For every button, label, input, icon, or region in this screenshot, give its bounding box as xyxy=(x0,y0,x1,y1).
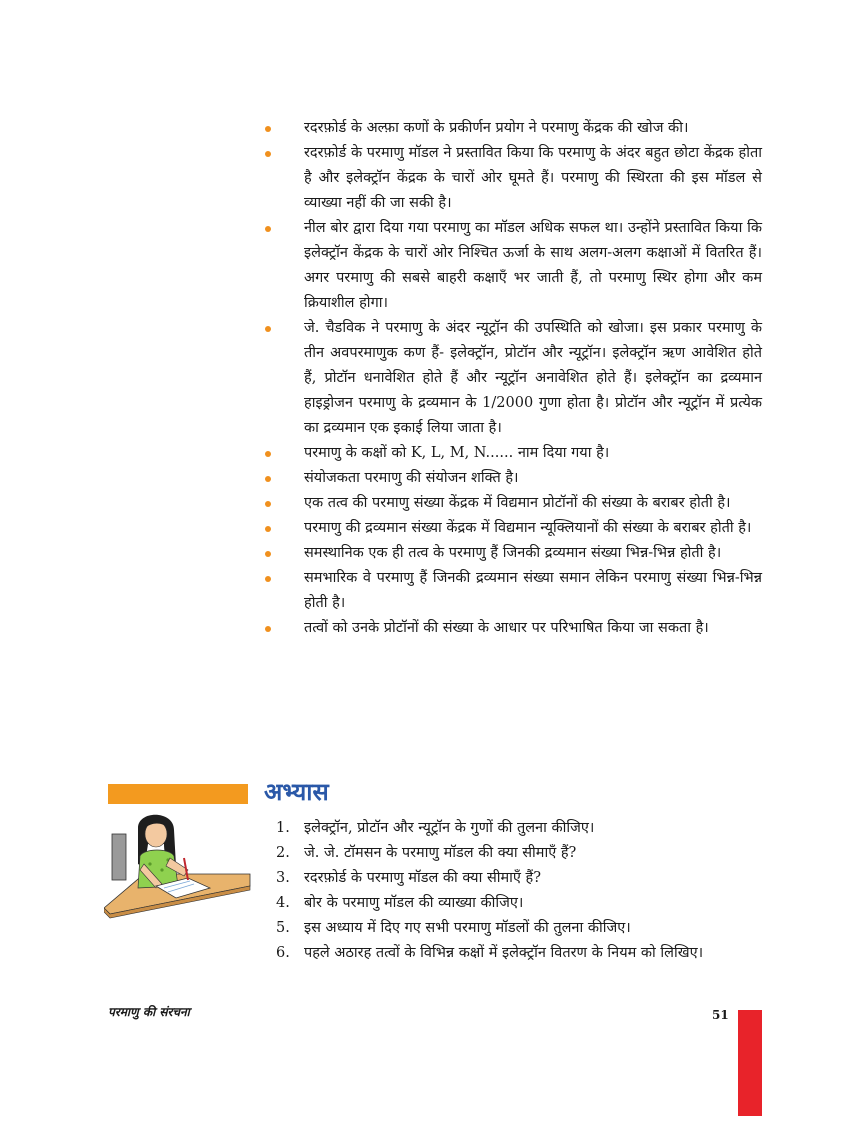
exercise-question-list xyxy=(276,816,762,966)
summary-bullet-text: रदरफ़ोर्ड के परमाणु मॉडल ने प्रस्तावित किया कि परमाणु के अंदर बहुत छोटा केंद्रक होता है और इलेक्ट्रॉन केंद्रक के चारों ओर घूमते हैं। परमाणु की स्थिरता की इस मॉडल से व्याख्या नहीं की जा सकी है। xyxy=(304,145,762,211)
question-number: 4. xyxy=(276,895,290,911)
question-number: 2. xyxy=(276,845,290,861)
summary-bullet xyxy=(262,441,762,466)
bullet-dot-icon xyxy=(265,551,271,557)
exercise-question xyxy=(276,841,762,866)
exercise-question xyxy=(276,891,762,916)
summary-bullet-text: समस्थानिक एक ही तत्व के परमाणु हैं जिनकी द्रव्यमान संख्या भिन्न-भिन्न होती है। xyxy=(304,545,722,561)
exercise-question xyxy=(276,866,762,891)
summary-bullet-text: रदरफ़ोर्ड के अल्फ़ा कणों के प्रकीर्णन प्रयोग ने परमाणु केंद्रक की खोज की। xyxy=(304,120,689,136)
summary-bullet xyxy=(262,466,762,491)
exercise-question xyxy=(276,816,762,841)
question-text: बोर के परमाणु मॉडल की व्याख्या कीजिए। xyxy=(304,895,524,911)
bullet-dot-icon xyxy=(265,451,271,457)
bullet-dot-icon xyxy=(265,526,271,532)
bullet-dot-icon xyxy=(265,126,271,132)
question-number: 5. xyxy=(276,920,290,936)
question-text: इस अध्याय में दिए गए सभी परमाणु मॉडलों की तुलना कीजिए। xyxy=(304,920,631,936)
summary-bullet xyxy=(262,141,762,216)
question-number: 1. xyxy=(276,820,290,836)
page-edge-red-bar xyxy=(738,1010,762,1116)
summary-bullet-text: जे. चैडविक ने परमाणु के अंदर न्यूट्रॉन की उपस्थिति को खोजा। इस प्रकार परमाणु के तीन अवपरमाणुक कण हैं- इलेक्ट्रॉन, प्रोटॉन और न्यूट्रॉन। इलेक्ट्रॉन ऋण आवेशित होते हैं, प्रोटॉन धनावेशित होते हैं और न्यूट्रॉन अनावेशित होते हैं। इलेक्ट्रॉन का द्रव्यमान हाइड्रोजन परमाणु के द्रव्यमान के 1/2000 गुणा होता है। प्रोटॉन और न्यूट्रॉन में प्रत्येक का द्रव्यमान एक इकाई लिया जाता है। xyxy=(304,320,762,436)
exercise-header-bar xyxy=(108,784,248,804)
question-number: 6. xyxy=(276,945,290,961)
summary-bullet xyxy=(262,541,762,566)
exercise-question xyxy=(276,941,762,966)
summary-bullet-text: नील बोर द्वारा दिया गया परमाणु का मॉडल अधिक सफल था। उन्होंने प्रस्तावित किया कि इलेक्ट्रॉन केंद्रक के चारों ओर निश्चित ऊर्जा के साथ अलग-अलग कक्षाओं में वितरित हैं। अगर परमाणु की सबसे बाहरी कक्षाएँ भर जाती हैं, तो परमाणु स्थिर होगा और कम क्रियाशील होगा। xyxy=(304,220,762,311)
bullet-dot-icon xyxy=(265,626,271,632)
bullet-dot-icon xyxy=(265,576,271,582)
question-text: इलेक्ट्रॉन, प्रोटॉन और न्यूट्रॉन के गुणों की तुलना कीजिए। xyxy=(304,820,595,836)
bullet-dot-icon xyxy=(265,476,271,482)
summary-bullet-text: परमाणु की द्रव्यमान संख्या केंद्रक में विद्यमान न्यूक्लियानों की संख्या के बराबर होती है। xyxy=(304,520,752,536)
question-number: 3. xyxy=(276,870,290,886)
summary-bullet-list xyxy=(262,116,762,641)
bullet-dot-icon xyxy=(265,501,271,507)
bullet-dot-icon xyxy=(265,151,271,157)
summary-bullet xyxy=(262,316,762,441)
summary-bullet-text: परमाणु के कक्षों को K, L, M, N...... नाम दिया गया है। xyxy=(304,445,610,461)
bullet-dot-icon xyxy=(265,226,271,232)
summary-bullet xyxy=(262,616,762,641)
summary-bullet-text: एक तत्व की परमाणु संख्या केंद्रक में विद्यमान प्रोटॉनों की संख्या के बराबर होती है। xyxy=(304,495,731,511)
exercise-title: अभ्यास xyxy=(264,778,329,806)
question-text: जे. जे. टॉमसन के परमाणु मॉडल की क्या सीमाएँ हैं? xyxy=(304,845,577,861)
summary-bullet-text: संयोजकता परमाणु की संयोजन शक्ति है। xyxy=(304,470,519,486)
bullet-dot-icon xyxy=(265,326,271,332)
student-writing-illustration xyxy=(104,808,252,920)
summary-bullet-text: समभारिक वे परमाणु हैं जिनकी द्रव्यमान संख्या समान लेकिन परमाणु संख्या भिन्न-भिन्न होती है। xyxy=(304,570,762,611)
summary-bullet xyxy=(262,491,762,516)
summary-bullet xyxy=(262,566,762,616)
chapter-footer-title: परमाणु की संरचना xyxy=(108,1005,190,1019)
summary-bullet xyxy=(262,516,762,541)
summary-bullet xyxy=(262,116,762,141)
exercise-question xyxy=(276,916,762,941)
question-text: पहले अठारह तत्वों के विभिन्न कक्षों में इलेक्ट्रॉन वितरण के नियम को लिखिए। xyxy=(304,945,704,961)
summary-bullet xyxy=(262,216,762,316)
summary-bullet-text: तत्वों को उनके प्रोटॉनों की संख्या के आधार पर परिभाषित किया जा सकता है। xyxy=(304,620,709,636)
page-number: 51 xyxy=(712,1008,729,1022)
question-text: रदरफ़ोर्ड के परमाणु मॉडल की क्या सीमाएँ हैं? xyxy=(304,870,542,886)
